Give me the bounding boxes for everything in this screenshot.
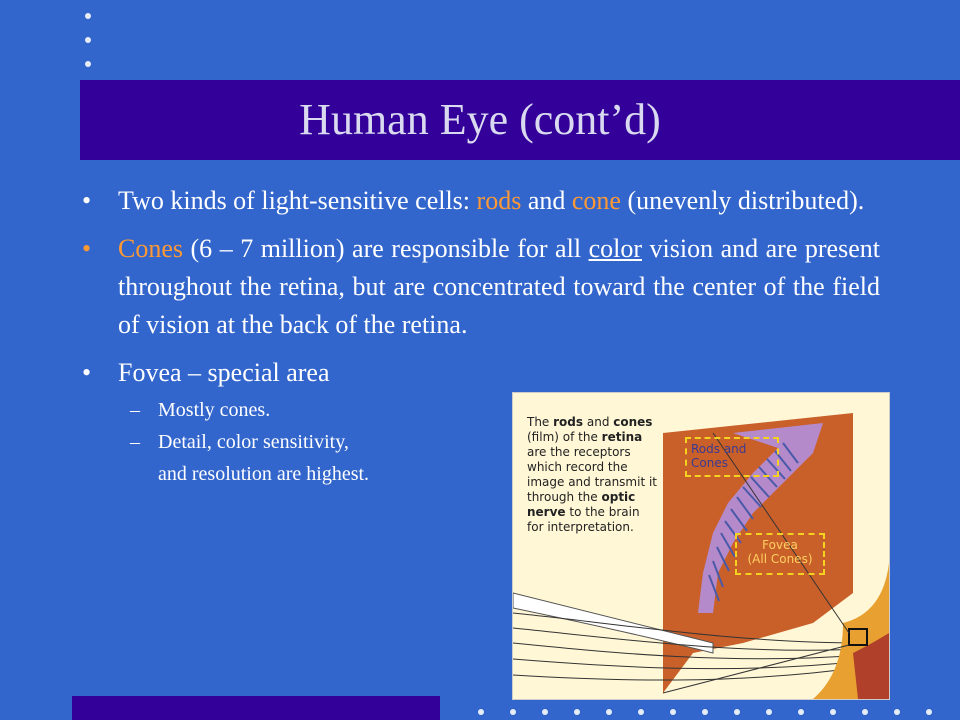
decor-dot [766, 709, 772, 715]
slide-title: Human Eye (cont’d) [299, 95, 661, 144]
decor-dot [478, 709, 484, 715]
decor-dot [734, 709, 740, 715]
decor-dot [542, 709, 548, 715]
decor-dot [798, 709, 804, 715]
bottom-bar [72, 696, 440, 720]
decor-dot [638, 709, 644, 715]
decor-dot [574, 709, 580, 715]
sub-bullet-detail-cont: and resolution are highest. [158, 463, 370, 485]
retina-figure [512, 392, 890, 700]
bullet-mark: • [82, 186, 92, 215]
fovea-label: Fovea (All Cones) [735, 533, 825, 575]
decor-dot [85, 13, 91, 19]
decor-dot [670, 709, 676, 715]
color-term: color [588, 234, 642, 263]
sub-bullet-mostly-cones: – Mostly cones. [130, 399, 271, 421]
bullet-fovea: • Fovea – special area [80, 354, 880, 392]
decor-dot [926, 709, 932, 715]
sub-bullet-detail: – Detail, color sensitivity, [130, 431, 349, 453]
rods-term: rods [476, 186, 522, 215]
decor-dot [510, 709, 516, 715]
decor-dot [830, 709, 836, 715]
decor-dot [85, 37, 91, 43]
rods-cones-label: Rods and Cones [685, 437, 779, 477]
decor-dot [606, 709, 612, 715]
decor-dot [85, 61, 91, 67]
bullet-rods-cones: • Two kinds of light-sensitive cells: rods and cone (unevenly distributed). [80, 182, 880, 220]
bullet-mark: • [82, 234, 92, 263]
decor-dot [862, 709, 868, 715]
bullet-cones: • Cones (6 – 7 million) are responsible for all color vision and are present throughout the retina, but are concentrated toward the center of the field of vision at the back of the retina. [80, 230, 880, 344]
cone-term: cone [571, 186, 621, 215]
decor-dot [894, 709, 900, 715]
cones-term: Cones [118, 234, 183, 263]
bullet-mark: • [82, 358, 92, 387]
decor-dot [702, 709, 708, 715]
figure-caption: The rods and cones (film) of the retina are the receptors which record the image and transmit it through the optic nerve to the brain for interpretation. [527, 415, 658, 534]
